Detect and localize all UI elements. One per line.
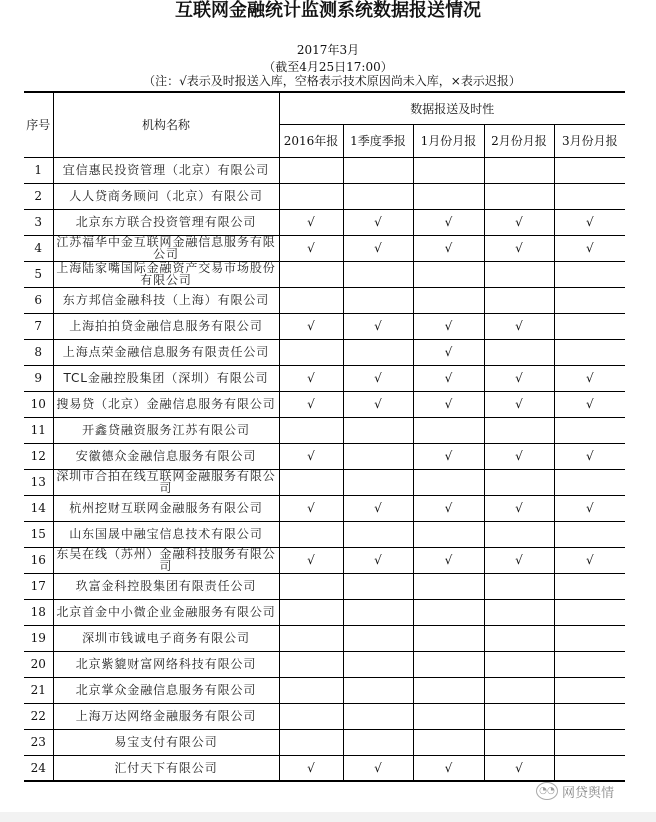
header-col-jan: 1月份月报	[413, 124, 484, 157]
row-status-cell	[413, 521, 484, 547]
row-status-cell	[279, 183, 343, 209]
row-institution-name: 上海拍拍贷金融信息服务有限公司	[53, 313, 279, 339]
row-status-cell: √	[484, 209, 554, 235]
row-seq: 8	[24, 339, 53, 365]
row-status-cell	[554, 755, 625, 781]
row-status-cell	[554, 677, 625, 703]
row-institution-name: 深圳市合拍在线互联网金融服务有限公司	[53, 469, 279, 495]
row-institution-name: 人人贷商务顾问（北京）有限公司	[53, 183, 279, 209]
table-row	[24, 651, 625, 677]
row-status-cell	[279, 651, 343, 677]
table-row	[24, 313, 625, 339]
row-status-cell: √	[279, 443, 343, 469]
submission-table	[24, 91, 625, 782]
row-status-cell: √	[554, 547, 625, 573]
row-seq: 20	[24, 651, 53, 677]
row-status-cell	[413, 677, 484, 703]
row-seq: 17	[24, 573, 53, 599]
row-status-cell	[343, 599, 413, 625]
row-status-cell	[484, 339, 554, 365]
row-status-cell: √	[554, 209, 625, 235]
row-status-cell	[554, 183, 625, 209]
row-status-cell: √	[343, 547, 413, 573]
row-status-cell	[554, 287, 625, 313]
row-seq: 11	[24, 417, 53, 443]
row-status-cell	[413, 651, 484, 677]
row-status-cell	[343, 573, 413, 599]
table-row	[24, 495, 625, 521]
row-status-cell	[279, 417, 343, 443]
row-status-cell	[343, 157, 413, 183]
row-status-cell	[484, 677, 554, 703]
row-status-cell	[413, 729, 484, 755]
row-status-cell	[343, 261, 413, 287]
row-status-cell	[554, 703, 625, 729]
row-institution-name: 上海万达网络金融服务有限公司	[53, 703, 279, 729]
row-status-cell	[343, 469, 413, 495]
row-status-cell: √	[279, 547, 343, 573]
row-status-cell	[413, 183, 484, 209]
table-row	[24, 365, 625, 391]
row-status-cell	[343, 729, 413, 755]
row-institution-name: 安徽德众金融信息服务有限公司	[53, 443, 279, 469]
watermark-text: 网贷舆情	[562, 785, 615, 801]
row-seq: 22	[24, 703, 53, 729]
row-seq: 24	[24, 755, 53, 781]
row-status-cell	[484, 625, 554, 651]
table-row	[24, 287, 625, 313]
row-status-cell	[279, 703, 343, 729]
row-seq: 6	[24, 287, 53, 313]
row-status-cell: √	[413, 391, 484, 417]
row-status-cell: √	[484, 365, 554, 391]
row-status-cell: √	[279, 365, 343, 391]
row-status-cell	[413, 599, 484, 625]
row-seq: 21	[24, 677, 53, 703]
row-seq: 13	[24, 469, 53, 495]
row-status-cell: √	[279, 235, 343, 261]
row-institution-name: 东吴在线（苏州）金融科技服务有限公司	[53, 547, 279, 573]
row-status-cell: √	[343, 495, 413, 521]
row-seq: 23	[24, 729, 53, 755]
row-status-cell: √	[279, 209, 343, 235]
row-status-cell: √	[343, 235, 413, 261]
row-status-cell	[554, 599, 625, 625]
table-row	[24, 443, 625, 469]
row-institution-name: 搜易贷（北京）金融信息服务有限公司	[53, 391, 279, 417]
table-row	[24, 573, 625, 599]
row-status-cell: √	[484, 547, 554, 573]
header-seq: 序号	[24, 92, 53, 157]
row-status-cell	[279, 521, 343, 547]
row-seq: 4	[24, 235, 53, 261]
row-seq: 14	[24, 495, 53, 521]
row-seq: 19	[24, 625, 53, 651]
row-status-cell	[343, 183, 413, 209]
row-status-cell	[554, 469, 625, 495]
table-row	[24, 183, 625, 209]
row-status-cell	[279, 339, 343, 365]
row-status-cell: √	[413, 495, 484, 521]
row-status-cell: √	[279, 313, 343, 339]
row-status-cell	[554, 651, 625, 677]
row-status-cell: √	[413, 313, 484, 339]
row-status-cell: √	[343, 391, 413, 417]
table-row	[24, 391, 625, 417]
row-status-cell	[484, 261, 554, 287]
row-institution-name: 北京首金中小微企业金融服务有限公司	[53, 599, 279, 625]
row-status-cell	[484, 183, 554, 209]
table-row	[24, 469, 625, 495]
row-seq: 12	[24, 443, 53, 469]
row-status-cell: √	[413, 235, 484, 261]
row-status-cell: √	[343, 365, 413, 391]
header-col-annual: 2016年报	[279, 124, 343, 157]
row-institution-name: 汇付天下有限公司	[53, 755, 279, 781]
row-status-cell: √	[484, 235, 554, 261]
row-status-cell	[484, 417, 554, 443]
row-status-cell	[554, 157, 625, 183]
row-seq: 15	[24, 521, 53, 547]
row-status-cell: √	[484, 495, 554, 521]
table-row	[24, 157, 625, 183]
row-status-cell: √	[413, 365, 484, 391]
row-status-cell	[413, 469, 484, 495]
row-status-cell: √	[413, 547, 484, 573]
report-period: 2017年3月	[296, 43, 360, 57]
row-status-cell: √	[413, 339, 484, 365]
row-institution-name: 北京掌众金融信息服务有限公司	[53, 677, 279, 703]
row-status-cell	[279, 157, 343, 183]
row-status-cell: √	[343, 313, 413, 339]
row-institution-name: 玖富金科控股集团有限责任公司	[53, 573, 279, 599]
row-seq: 16	[24, 547, 53, 573]
row-status-cell	[484, 521, 554, 547]
table-row	[24, 235, 625, 261]
table-row	[24, 547, 625, 573]
row-status-cell	[484, 729, 554, 755]
row-seq: 18	[24, 599, 53, 625]
row-status-cell: √	[554, 391, 625, 417]
row-status-cell	[413, 261, 484, 287]
table-row	[24, 755, 625, 781]
row-institution-name: 东方邦信金融科技（上海）有限公司	[53, 287, 279, 313]
row-status-cell: √	[279, 391, 343, 417]
row-status-cell: √	[484, 755, 554, 781]
row-status-cell	[343, 677, 413, 703]
row-status-cell	[413, 573, 484, 599]
table-row	[24, 703, 625, 729]
row-seq: 1	[24, 157, 53, 183]
row-status-cell	[279, 625, 343, 651]
row-institution-name: 深圳市钱诚电子商务有限公司	[53, 625, 279, 651]
row-status-cell	[343, 703, 413, 729]
table-row	[24, 625, 625, 651]
watermark	[536, 781, 614, 801]
row-seq: 10	[24, 391, 53, 417]
row-status-cell	[554, 625, 625, 651]
row-status-cell	[484, 599, 554, 625]
cutoff-time: （截至4月25日17:00）	[263, 60, 393, 74]
header-group: 数据报送及时性	[279, 92, 625, 124]
table-row	[24, 339, 625, 365]
table-row	[24, 261, 625, 287]
row-status-cell	[343, 417, 413, 443]
row-status-cell: √	[554, 495, 625, 521]
row-institution-name: 宜信惠民投资管理（北京）有限公司	[53, 157, 279, 183]
row-seq: 7	[24, 313, 53, 339]
table-row	[24, 677, 625, 703]
table-row	[24, 521, 625, 547]
row-institution-name: 杭州挖财互联网金融服务有限公司	[53, 495, 279, 521]
legend-note: （注：√表示及时报送入库，空格表示技术原因尚未入库，×表示迟报）	[143, 74, 521, 88]
row-institution-name: TCL金融控股集团（深圳）有限公司	[53, 365, 279, 391]
row-status-cell	[413, 287, 484, 313]
row-status-cell: √	[279, 755, 343, 781]
row-status-cell	[484, 469, 554, 495]
row-status-cell	[279, 599, 343, 625]
row-seq: 3	[24, 209, 53, 235]
bottom-strip	[0, 812, 656, 822]
row-seq: 5	[24, 261, 53, 287]
row-institution-name: 山东国晟中融宝信息技术有限公司	[53, 521, 279, 547]
row-institution-name: 上海点荣金融信息服务有限责任公司	[53, 339, 279, 365]
row-status-cell	[343, 443, 413, 469]
row-status-cell	[554, 417, 625, 443]
table-row	[24, 417, 625, 443]
table-row	[24, 209, 625, 235]
row-institution-name: 北京东方联合投资管理有限公司	[53, 209, 279, 235]
row-status-cell	[343, 287, 413, 313]
row-status-cell: √	[343, 755, 413, 781]
header-name: 机构名称	[53, 92, 279, 157]
row-status-cell: √	[413, 443, 484, 469]
row-status-cell	[279, 729, 343, 755]
row-status-cell	[554, 729, 625, 755]
header-col-q1: 1季度季报	[343, 124, 413, 157]
row-seq: 2	[24, 183, 53, 209]
row-status-cell: √	[413, 755, 484, 781]
row-status-cell	[413, 157, 484, 183]
row-status-cell: √	[413, 209, 484, 235]
row-status-cell: √	[554, 365, 625, 391]
table-row	[24, 599, 625, 625]
row-status-cell	[279, 573, 343, 599]
row-status-cell: √	[554, 235, 625, 261]
header-col-feb: 2月份月报	[484, 124, 554, 157]
document-title: 互联网金融统计监测系统数据报送情况	[175, 0, 481, 21]
row-status-cell	[343, 521, 413, 547]
row-status-cell	[484, 287, 554, 313]
row-status-cell: √	[484, 313, 554, 339]
row-status-cell	[279, 677, 343, 703]
row-status-cell: √	[343, 209, 413, 235]
row-status-cell: √	[484, 443, 554, 469]
row-status-cell: √	[279, 495, 343, 521]
row-status-cell	[484, 573, 554, 599]
row-status-cell	[554, 261, 625, 287]
row-seq: 9	[24, 365, 53, 391]
header-col-mar: 3月份月报	[554, 124, 625, 157]
row-status-cell	[554, 521, 625, 547]
row-status-cell	[554, 313, 625, 339]
row-status-cell	[413, 417, 484, 443]
row-status-cell	[279, 469, 343, 495]
row-institution-name: 北京紫貔财富网络科技有限公司	[53, 651, 279, 677]
row-status-cell: √	[554, 443, 625, 469]
row-status-cell	[413, 625, 484, 651]
row-status-cell	[343, 339, 413, 365]
row-institution-name: 上海陆家嘴国际金融资产交易市场股份有限公司	[53, 261, 279, 287]
wechat-icon: ◔◔	[536, 782, 558, 800]
row-institution-name: 易宝支付有限公司	[53, 729, 279, 755]
row-status-cell	[279, 287, 343, 313]
table-row	[24, 729, 625, 755]
row-status-cell	[484, 651, 554, 677]
row-status-cell	[554, 339, 625, 365]
row-status-cell	[413, 703, 484, 729]
row-institution-name: 江苏福华中金互联网金融信息服务有限公司	[53, 235, 279, 261]
row-status-cell	[343, 651, 413, 677]
row-status-cell: √	[484, 391, 554, 417]
row-status-cell	[279, 261, 343, 287]
row-status-cell	[484, 157, 554, 183]
row-status-cell	[343, 625, 413, 651]
row-institution-name: 开鑫贷融资服务江苏有限公司	[53, 417, 279, 443]
row-status-cell	[484, 703, 554, 729]
row-status-cell	[554, 573, 625, 599]
